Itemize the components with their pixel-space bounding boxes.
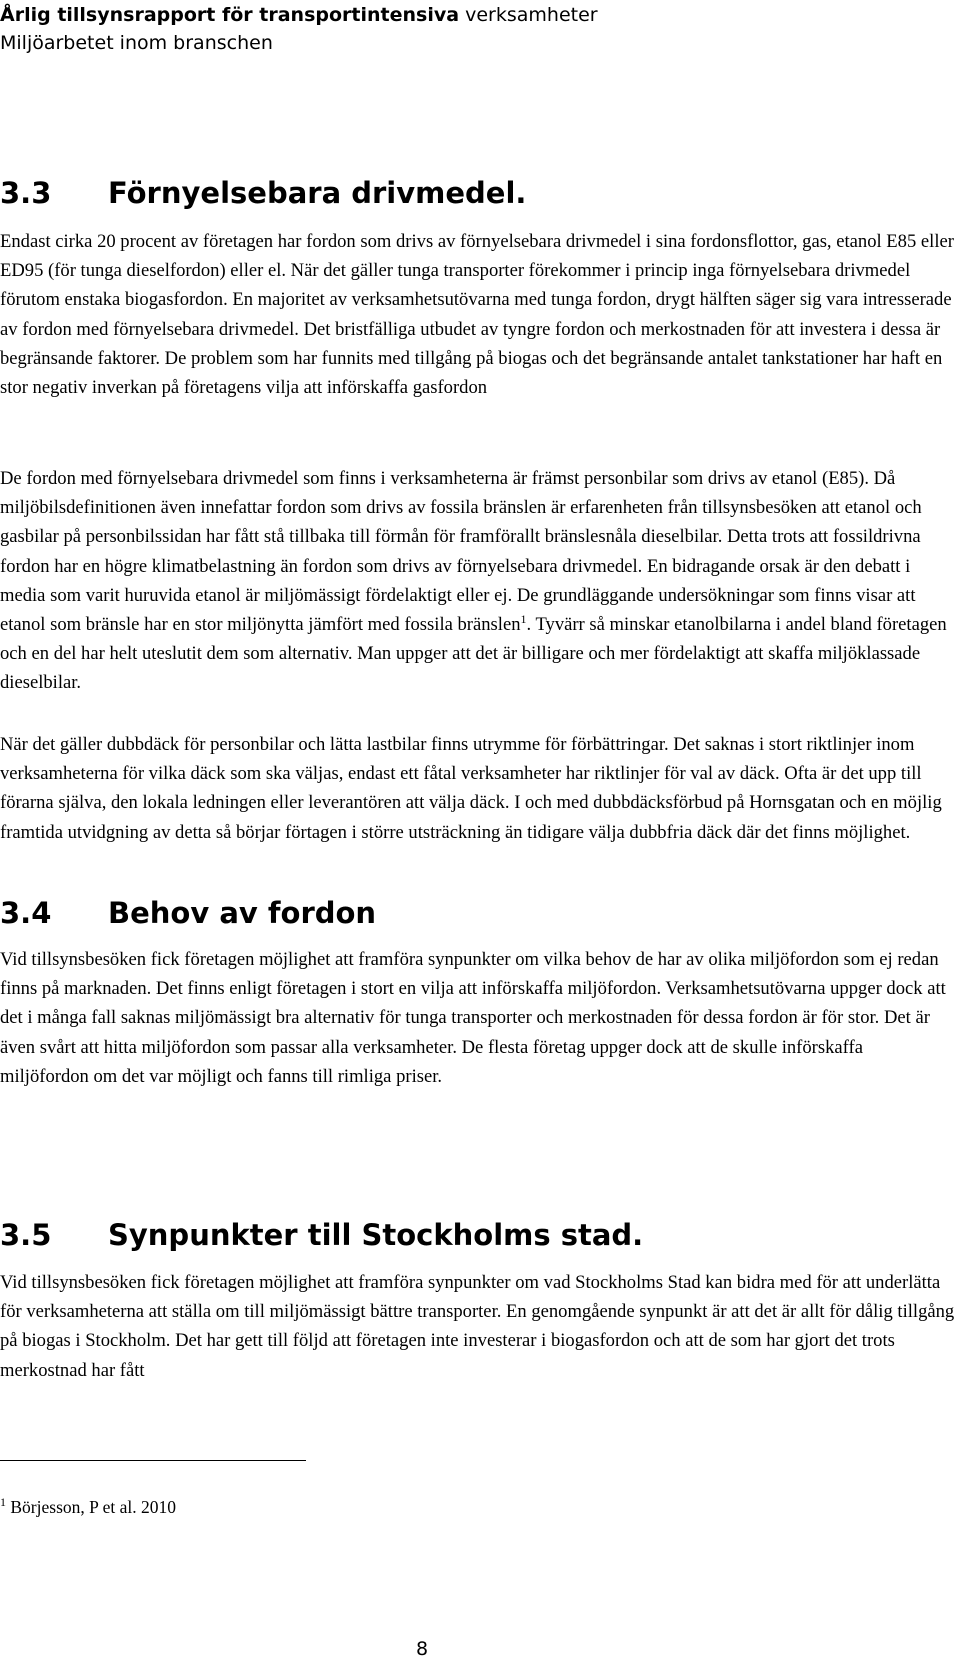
- section-title: Förnyelsebara drivmedel.: [108, 176, 527, 210]
- page-number: 8: [415, 1638, 429, 1660]
- paragraph-text: . Tyvärr så minskar etanolbilarna i andel bland företagen och en del har helt uteslutit dem som alternativ. Man uppger att det är billigare och mer fördelaktigt att skaffa miljöklassade dieselbilar.: [0, 614, 947, 694]
- footnote: [0, 1496, 176, 1518]
- paragraph: Vid tillsynsbesöken fick företagen möjlighet att framföra synpunkter om vad Stockholms Stad kan bidra med för att underlätta för verksamheterna att ställa om till miljömässigt bättre transporter. En genomgående synpunkt är att det är allt för dålig tillgång på biogas i Stockholm. Det har gett till följd att företagen inte investerar i biogasfordon och att de som har gjort det trots merkostnad har fått: [0, 1272, 955, 1381]
- footnote-separator: [0, 1460, 306, 1461]
- footnote-marker: 1: [0, 1495, 6, 1509]
- section-number: 3.4: [0, 896, 52, 930]
- paragraph: [0, 464, 956, 698]
- section-number: 3.3: [0, 176, 52, 210]
- running-header-title: [0, 2, 598, 28]
- section-number: 3.5: [0, 1218, 52, 1252]
- paragraph: Endast cirka 20 procent av företagen har fordon som drivs av förnyelsebara drivmedel i sina fordonsflottor, gas, etanol E85 eller ED95 (för tunga dieselfordon) eller el. När det gäller tunga transporter förekommer i princip inga förnyelsebara drivmedel förutom enstaka biogasfordon. En majoritet av verksamhetsutövarna med tunga fordon, drygt hälften säger sig vara intresserade av fordon med förnyelsebara drivmedel. Det bristfälliga utbudet av tyngre fordon och merkostnaden för att investera i dessa är begränsande faktorer. De problem som har funnits med tillgång på biogas och det begränsande antalet tankstationer har haft en stor negativ inverkan på företagens vilja att införskaffa gasfordon: [0, 231, 954, 399]
- section-heading-3-3: [0, 175, 526, 211]
- section-heading-3-4: [0, 895, 376, 931]
- section-heading-3-5: [0, 1217, 643, 1253]
- running-header-subtitle: Miljöarbetet inom branschen: [0, 32, 273, 54]
- header-title-bold: Årlig tillsynsrapport för transportintensiva: [0, 4, 460, 26]
- paragraph-text: De fordon med förnyelsebara drivmedel som finns i verksamheterna är främst personbilar som drivs av etanol (E85). Då miljöbilsdefinitionen även innefattar fordon som drivs av fossila bränslen är erfarenheten från tillsynsbesöken att etanol och gasbilar på personbilssidan har fått stå tillbaka till förmån för framförallt bränslesnåla dieselbilar. Detta trots att fossildrivna fordon har en högre klimatbelastning än fordon som drivs av förnyelsebara drivmedel. En bidragande orsak är den debatt i media som varit huruvida etanol är miljömässigt fördelaktigt eller ej. De grundläggande undersökningar som finns visar att etanol som bränsle har en stor miljönytta jämfört med fossila bränslen: [0, 468, 922, 636]
- footnote-reference: 1: [520, 612, 527, 627]
- paragraph: När det gäller dubbdäck för personbilar och lätta lastbilar finns utrymme för förbättringar. Det saknas i stort riktlinjer inom verksamheterna för vilka däck som ska väljas, endast ett fåtal verksamheter har riktlinjer för val av däck. Ofta är det upp till förarna själva, den lokala ledningen eller leverantören att välja däck. I och med dubbdäcksförbud på Hornsgatan och en möjlig framtida utvidgning av detta så börjar förtagen i större utsträckning än tidigare välja dubbfria däck där det finns möjlighet.: [0, 734, 942, 843]
- paragraph: Vid tillsynsbesöken fick företagen möjlighet att framföra synpunkter om vilka behov de har av olika miljöfordon som ej redan finns på marknaden. Det finns enligt företagen i stort en vilja att införskaffa miljöfordon. Verksamhetsutövarna uppger dock att det i många fall saknas miljömässigt bra alternativ för tunga transporter och merkostnaden för dessa fordon är för stor. Det är även svårt att hitta miljöfordon som passar alla verksamheter. De flesta företag uppger dock att de skulle införskaffa miljöfordon om det var möjligt och fanns till rimliga priser.: [0, 949, 946, 1087]
- section-title: Synpunkter till Stockholms stad.: [108, 1218, 644, 1252]
- header-title-rest: verksamheter: [465, 4, 598, 26]
- footnote-text: Börjesson, P et al. 2010: [6, 1497, 176, 1517]
- section-title: Behov av fordon: [108, 896, 377, 930]
